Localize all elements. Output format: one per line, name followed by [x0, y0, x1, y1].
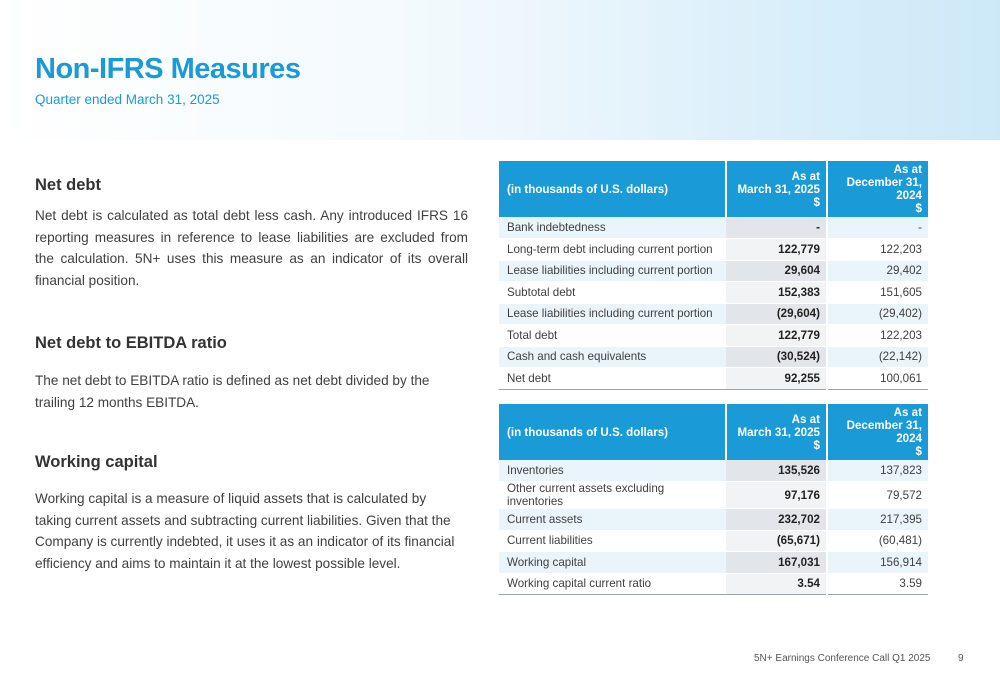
table-header-previous: As at December 31, 2024 $ [827, 161, 928, 217]
section-heading-net-debt-ebitda: Net debt to EBITDA ratio [35, 334, 227, 352]
table-row [499, 325, 928, 347]
row-previous-value: 156,914 [827, 552, 928, 574]
row-current-value: 232,702 [726, 509, 827, 531]
table-header-units: (in thousands of U.S. dollars) [499, 161, 726, 217]
row-previous-value: - [827, 217, 928, 239]
footer-text: 5N+ Earnings Conference Call Q1 2025 [754, 653, 931, 664]
row-label: Working capital current ratio [499, 573, 726, 595]
section-heading-net-debt: Net debt [35, 176, 101, 194]
table-row [499, 552, 928, 574]
working-capital-table [499, 404, 928, 595]
section-body-net-debt: Net debt is calculated as total debt less cash. Any introduced IFRS 16 reporting measures in reference to lease liabilities are excluded from the calculation. 5N+ uses this measure as an indicator of its overall financial position. [35, 208, 468, 288]
section-heading-working-capital: Working capital [35, 453, 158, 471]
row-current-value: 122,779 [726, 325, 827, 347]
table-row [499, 282, 928, 304]
table-row [499, 530, 928, 552]
row-label: Bank indebtedness [499, 217, 726, 239]
row-label: Cash and cash equivalents [499, 346, 726, 368]
table-row [499, 482, 928, 509]
row-previous-value: 100,061 [827, 368, 928, 390]
page-number: 9 [958, 653, 964, 664]
table-header-row [499, 161, 928, 217]
row-current-value: - [726, 217, 827, 239]
row-label: Current assets [499, 509, 726, 531]
table-row [499, 460, 928, 482]
table-header-previous: As at December 31, 2024 $ [827, 404, 928, 460]
row-previous-value: (29,402) [827, 303, 928, 325]
table-row [499, 573, 928, 595]
row-current-value: 3.54 [726, 573, 827, 595]
table-row [499, 368, 928, 390]
table-row [499, 303, 928, 325]
row-label: Working capital [499, 552, 726, 574]
row-previous-value: 122,203 [827, 239, 928, 261]
row-current-value: 29,604 [726, 260, 827, 282]
row-label: Other current assets excluding inventories [499, 482, 726, 509]
table-row [499, 260, 928, 282]
row-current-value: 135,526 [726, 460, 827, 482]
row-previous-value: 29,402 [827, 260, 928, 282]
row-previous-value: 79,572 [827, 482, 928, 509]
table-header-units: (in thousands of U.S. dollars) [499, 404, 726, 460]
row-label: Total debt [499, 325, 726, 347]
net-debt-table [499, 161, 928, 390]
row-previous-value: (60,481) [827, 530, 928, 552]
row-current-value: 167,031 [726, 552, 827, 574]
row-previous-value: 3.59 [827, 573, 928, 595]
row-label: Lease liabilities including current portion [499, 260, 726, 282]
table-header-current: As at March 31, 2025 $ [726, 161, 827, 217]
row-current-value: 92,255 [726, 368, 827, 390]
row-previous-value: (22,142) [827, 346, 928, 368]
row-label: Inventories [499, 460, 726, 482]
row-label: Current liabilities [499, 530, 726, 552]
table-row [499, 217, 928, 239]
page-subtitle: Quarter ended March 31, 2025 [35, 92, 220, 107]
row-current-value: 152,383 [726, 282, 827, 304]
row-label: Long-term debt including current portion [499, 239, 726, 261]
row-previous-value: 217,395 [827, 509, 928, 531]
row-current-value: (30,524) [726, 346, 827, 368]
table-row [499, 509, 928, 531]
row-previous-value: 122,203 [827, 325, 928, 347]
section-body-net-debt-ebitda: The net debt to EBITDA ratio is defined as net debt divided by the trailing 12 months EBITDA. [35, 373, 430, 410]
row-label: Subtotal debt [499, 282, 726, 304]
row-label: Lease liabilities including current portion [499, 303, 726, 325]
row-current-value: 122,779 [726, 239, 827, 261]
section-body-working-capital: Working capital is a measure of liquid assets that is calculated by taking current assets and subtracting current liabilities. Given that the Company is currently indebted, it uses it as an indicator of its financial efficiency and aims to maintain it at the lowest possible level. [35, 491, 455, 571]
row-label: Net debt [499, 368, 726, 390]
table-row [499, 239, 928, 261]
row-current-value: (29,604) [726, 303, 827, 325]
row-current-value: (65,671) [726, 530, 827, 552]
row-previous-value: 151,605 [827, 282, 928, 304]
table-header-row [499, 404, 928, 460]
row-previous-value: 137,823 [827, 460, 928, 482]
table-header-current: As at March 31, 2025 $ [726, 404, 827, 460]
table-row [499, 346, 928, 368]
page-title: Non-IFRS Measures [35, 53, 301, 85]
row-current-value: 97,176 [726, 482, 827, 509]
